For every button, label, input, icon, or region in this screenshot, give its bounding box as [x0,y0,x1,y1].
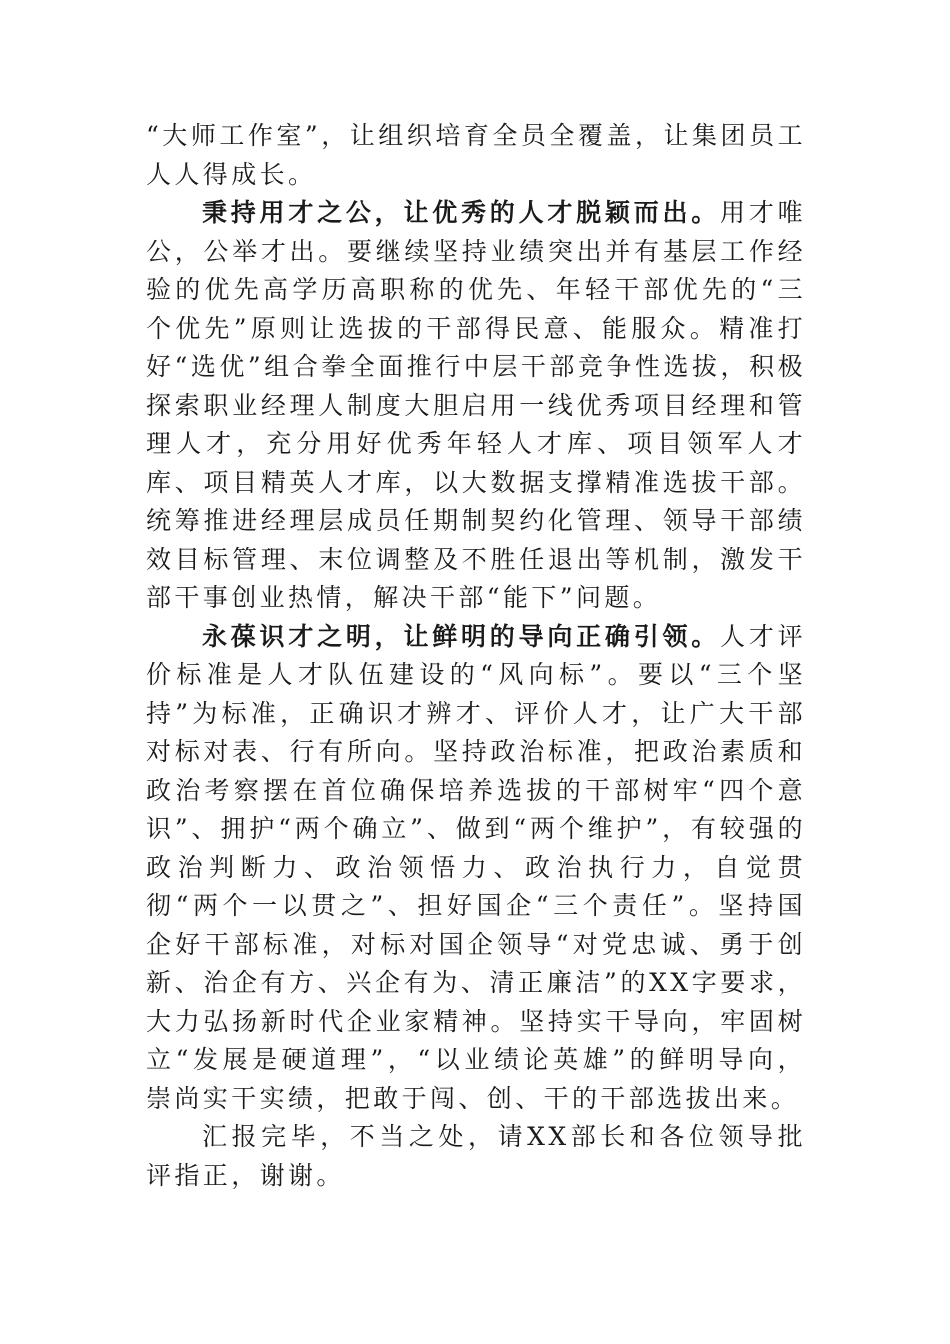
paragraph-text: 用才唯公，公举才出。要继续坚持业绩突出并有基层工作经验的优先高学历高职称的优先、年轻干部优先的“三个优先”原则让选拔的干部得民意、能服众。精准打好“选优”组合拳全面推行中层干部竞争性选拔，积极探索职业经理人制度大胆启用一线优秀项目经理和管理人才，充分用好优秀年轻人才库、项目领军人才库、项目精英人才库，以大数据支撑精准选拔干部。统筹推进经理层成员任期制契约化管理、领导干部绩效目标管理、末位调整及不胜任退出等机制，激发干部干事创业热情，解决干部“能下”问题。 [146,198,807,612]
document-body [146,117,806,1195]
paragraph-text: 汇报完毕，不当之处，请XX部长和各位领导批评指正，谢谢。 [146,1122,806,1190]
paragraph-text: “大师工作室”，让组织培育全员全覆盖，让集团员工人人得成长。 [146,121,806,189]
paragraph-continuation [146,117,806,194]
paragraph-talent-evaluation [146,618,806,1119]
paragraph-talent-use [146,194,806,618]
paragraph-heading: 永葆识才之明，让鲜明的导向正确引领。 [202,621,721,651]
paragraph-text: 人才评价标准是人才队伍建设的“风向标”。要以“三个坚持”为标准，正确识才辨才、评价人才，让广大干部对标对表、行有所向。坚持政治标准，把政治素质和政治考察摆在首位确保培养选拔的干部树牢“四个意识”、拥护“两个确立”、做到“两个维护”，有较强的政治判断力、政治领悟力、政治执行力，自觉贯彻“两个一以贯之”、担好国企“三个责任”。坚持国企好干部标准，对标对国企领导“对党忠诚、勇于创新、治企有方、兴企有为、清正廉洁”的XX字要求，大力弘扬新时代企业家精神。坚持实干导向，牢固树立“发展是硬道理”，“以业绩论英雄”的鲜明导向，崇尚实干实绩，把敢于闯、创、干的干部选拔出来。 [146,621,807,1113]
paragraph-closing [146,1118,806,1195]
paragraph-heading: 秉持用才之公，让优秀的人才脱颖而出。 [202,198,721,227]
